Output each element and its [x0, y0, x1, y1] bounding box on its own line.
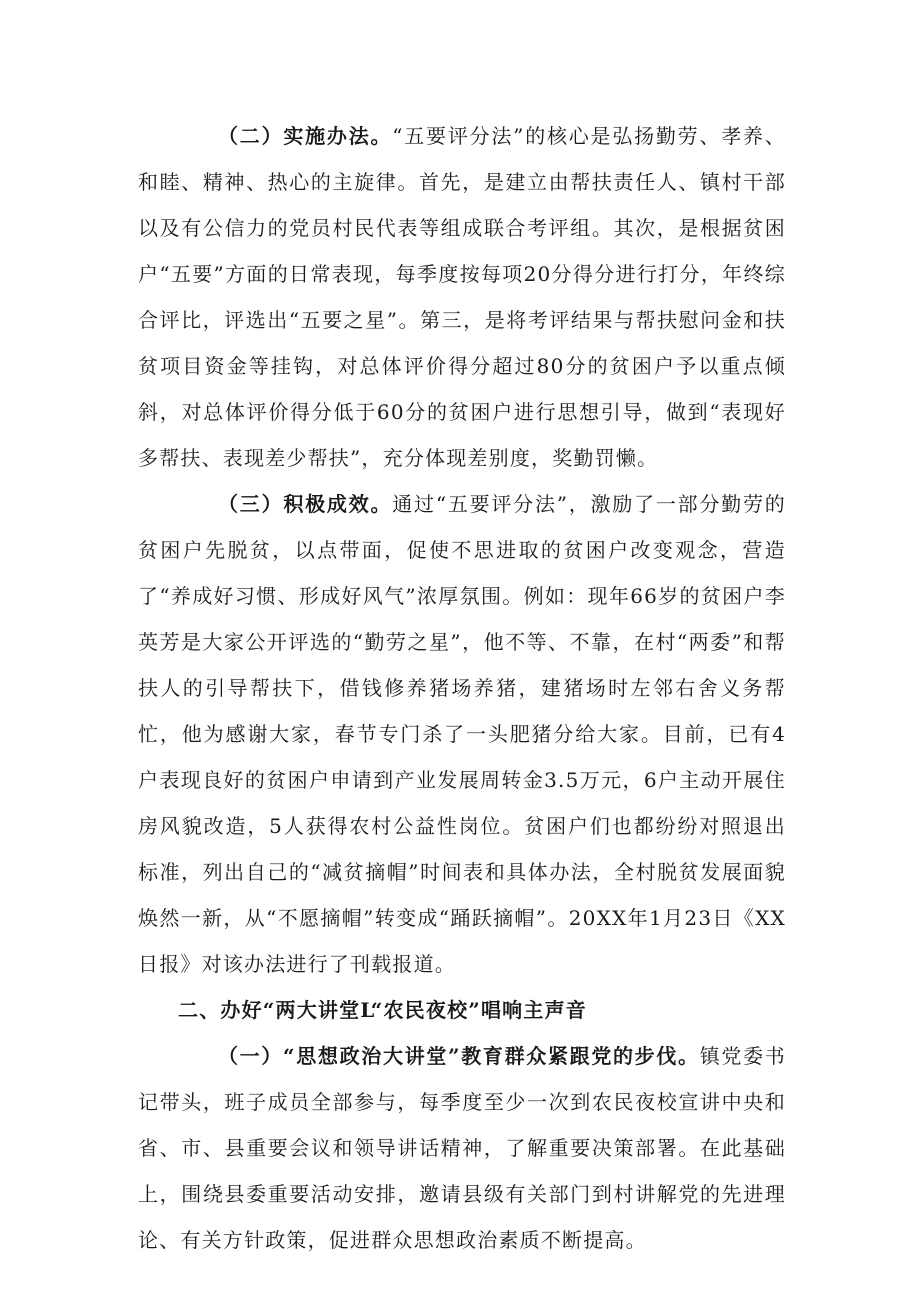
paragraph-implementation-method [138, 113, 786, 481]
paragraph-positive-results [138, 481, 786, 987]
document-body [138, 113, 786, 1263]
section-heading: 二、办好“两大讲堂L“农民夜校”唱响主声音 [178, 998, 587, 1022]
paragraph-political-lecture [138, 1033, 786, 1263]
paragraph-lead-heading: （二）实施办法。 [218, 124, 393, 148]
paragraph-lead-heading: （一）“思想政治大讲堂”教育群众紧跟党的步伐。 [218, 1044, 700, 1068]
paragraph-lead-heading: （三）积极成效。 [218, 492, 393, 516]
paragraph-text: “五要评分法”的核心是弘扬勤劳、孝养、和睦、精神、热心的主旋律。首先，是建立由帮扶责任人、镇村干部以及有公信力的党员村民代表等组成联合考评组。其次，是根据贫困户“五要”方面的日常表现，每季度按每项20分得分进行打分，年终综合评比，评选出“五要之星”。第三，是将考评结果与帮扶慰问金和扶贫项目资金等挂钩，对总体评价得分超过80分的贫困户予以重点倾斜，对总体评价得分低于60分的贫困户进行思想引导，做到“表现好多帮扶、表现差少帮扶”，充分体现差别度，奖勤罚懒。 [138, 124, 786, 470]
paragraph-text: 镇党委书记带头，班子成员全部参与，每季度至少一次到农民夜校宣讲中央和省、市、县重要会议和领导讲话精神，了解重要决策部署。在此基础上，围绕县委重要活动安排，邀请县级有关部门到村讲解党的先进理论、有关方针政策，促进群众思想政治素质不断提高。 [138, 1044, 786, 1252]
paragraph-text: 通过“五要评分法”，激励了一部分勤劳的贫困户先脱贫，以点带面，促使不思进取的贫困户改变观念，营造了“养成好习惯、形成好风气”浓厚氛围。例如：现年66岁的贫困户李英芳是大家公开评选的“勤劳之星”，他不等、不靠，在村“两委”和帮扶人的引导帮扶下，借钱修养猪场养猪，建猪场时左邻右舍义务帮忙，他为感谢大家，春节专门杀了一头肥猪分给大家。目前，已有4户表现良好的贫困户申请到产业发展周转金3.5万元，6户主动开展住房风貌改造，5人获得农村公益性岗位。贫困户们也都纷纷对照退出标准，列出自己的“减贫摘帽”时间表和具体办法，全村脱贫发展面貌焕然一新，从“不愿摘帽”转变成“踊跃摘帽”。20XX年1月23日《XX日报》对该办法进行了刊载报道。 [138, 492, 786, 976]
